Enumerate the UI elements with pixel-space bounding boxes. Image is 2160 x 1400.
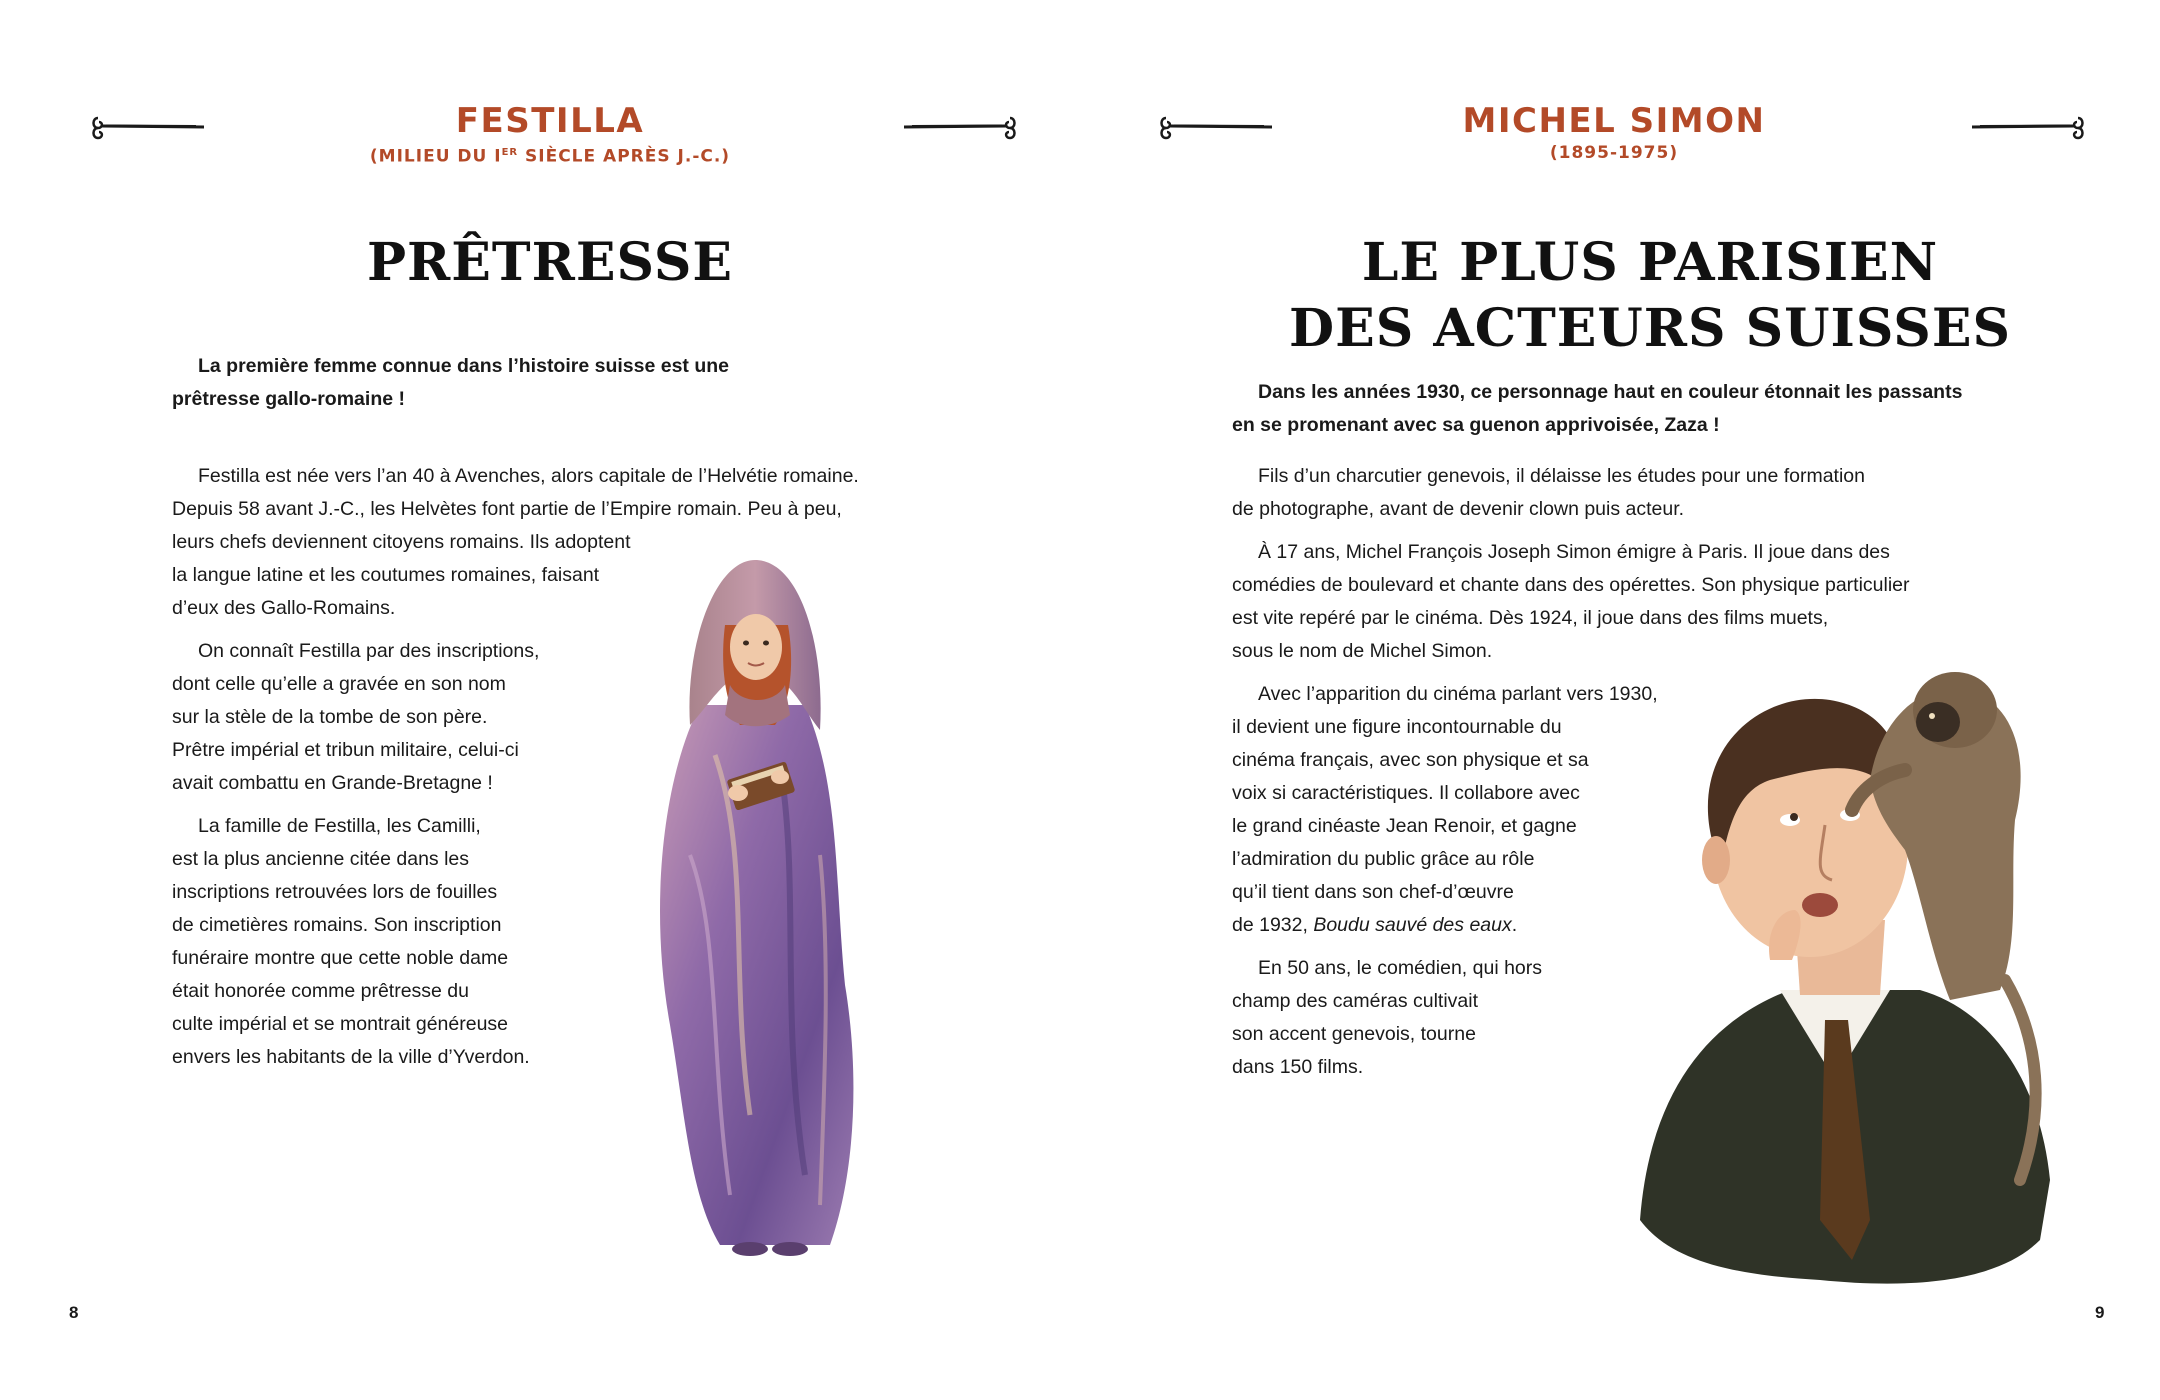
person-dates: (MILIEU DU IER SIÈCLE APRÈS J.-C.): [369, 146, 731, 167]
paragraph: À 17 ans, Michel François Joseph Simon émigre à Paris. Il joue dans des comédies de boulevard et chante dans des opérettes. Son physique particulier est vite repéré par le cinéma. Dès 1924, il joue dans des films muets, sous le nom de Michel Simon.: [1232, 541, 1910, 662]
paragraph: On connaît Festilla par des inscriptions, dont celle qu’elle a gravée en son nom sur la stèle de la tombe de son père. Prêtre impérial et tribun militaire, celui-ci avait combattu en Grande-Bretagne !: [172, 640, 540, 794]
page-title: LE PLUS PARISIEN DES ACTEURS SUISSES: [1288, 232, 2012, 359]
film-title: Boudu sauvé des eaux: [1313, 914, 1512, 936]
paragraph: Avec l’apparition du cinéma parlant vers 1930, il devient une figure incontournable du cinéma français, avec son physique et sa voix si caractéristiques. Il collabore avec le grand cinéaste Jean Renoir, et gagne l’admiration du public grâce au rôle qu’il tient dans son chef-d’œuvre de 1932, Boudu sauvé des eaux.: [1232, 683, 1658, 936]
paragraph: En 50 ans, le comédien, qui hors champ des caméras cultivait son accent genevois, tourne dans 150 films.: [1232, 957, 1543, 1078]
paragraph: Festilla est née vers l’an 40 à Avenches, alors capitale de l’Helvétie romaine. Depuis 58 avant J.-C., les Helvètes font partie de l’Empire romain. Peu à peu, leurs chefs deviennent citoyens romains. Ils adoptent la langue latine et les coutumes romaines, faisant d’eux des Gallo-Romains.: [172, 465, 859, 619]
right-page: [1080, 0, 2160, 1400]
person-name: FESTILLA: [455, 101, 645, 141]
paragraph: La famille de Festilla, les Camilli, est la plus ancienne citée dans les inscriptions retrouvées lors de fouilles de cimetières romains. Son inscription funéraire montre que cette noble dame était honorée comme prêtresse du culte impérial et se montrait généreuse envers les habitants de la ville d’Yverdon.: [172, 815, 530, 1068]
page-title: PRÊTRESSE: [366, 232, 734, 293]
actor-with-monkey-illustration: [1620, 660, 2060, 1300]
intro-text: La première femme connue dans l’histoire suisse est une prêtresse gallo-romaine !: [172, 355, 730, 410]
left-header: [10, 100, 1090, 168]
person-name: MICHEL SIMON: [1462, 101, 1766, 141]
person-dates: (1895-1975): [1549, 143, 1679, 163]
right-header: [1074, 100, 2154, 164]
intro-text: Dans les années 1930, ce personnage haut en couleur étonnait les passants en se promenant avec sa guenon apprivoisée, Zaza !: [1232, 381, 1963, 436]
priestess-illustration: [630, 555, 890, 1265]
page-number: 8: [69, 1303, 79, 1322]
paragraph: Fils d’un charcutier genevois, il délaisse les études pour une formation de photographe, avant de devenir clown puis acteur.: [1232, 465, 1865, 520]
page-number: 9: [2095, 1303, 2105, 1322]
